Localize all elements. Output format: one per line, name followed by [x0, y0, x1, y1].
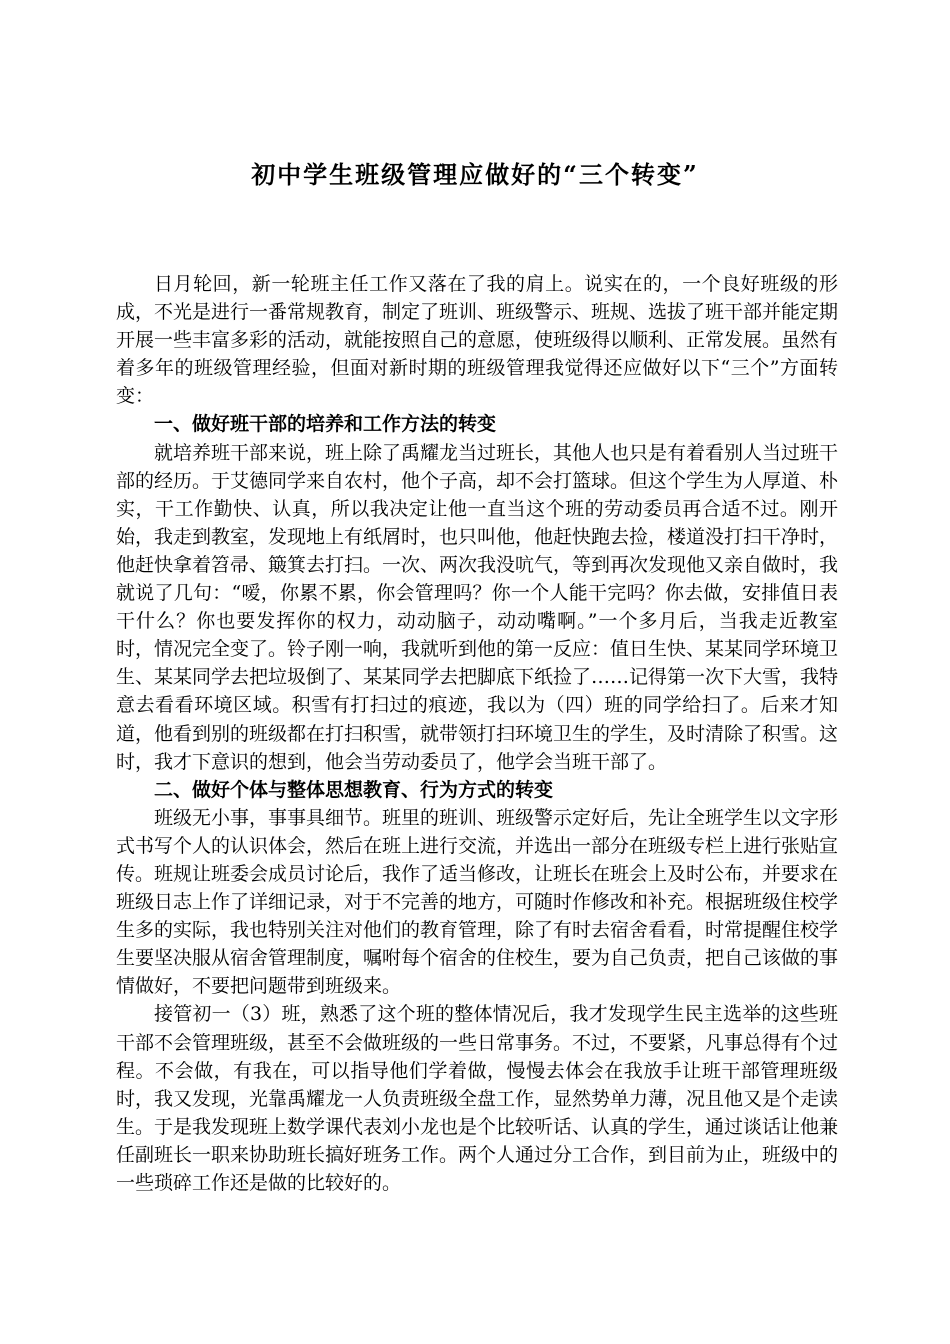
document-body	[116, 270, 838, 1197]
paragraph-intro: 日月轮回，新一轮班主任工作又落在了我的肩上。说实在的，一个良好班级的形成，不光是进行一番常规教育，制定了班训、班级警示、班规、选拔了班干部并能定期开展一些丰富多彩的活动，就能按照自己的意愿，使班级得以顺利、正常发展。虽然有着多年的班级管理经验，但面对新时期的班级管理我觉得还应做好以下“三个”方面转变：	[116, 273, 839, 408]
document-title: 初中学生班级管理应做好的“三个转变”	[251, 160, 699, 189]
paragraph-class-takeover: 接管初一（3）班，熟悉了这个班的整体情况后，我才发现学生民主选举的这些班干部不会管理班级，甚至不会做班级的一些日常事务。不过，不要紧，凡事总得有个过程。不会做，有我在，可以指导他们学着做，慢慢去体会在我放手让班干部管理班级时，我又发现，光靠禹耀龙一人负责班级全盘工作，显然势单力薄，况且他又是个走读生。于是我发现班上数学课代表刘小龙也是个比较听话、认真的学生，通过谈话让他兼任副班长一职来协助班长搞好班务工作。两个人通过分工合作，到目前为止，班级中的一些琐碎工作还是做的比较好的。	[116, 1003, 839, 1194]
section-heading-2: 二、做好个体与整体思想教育、行为方式的转变	[154, 778, 554, 801]
paragraph-class-rules: 班级无小事，事事具细节。班里的班训、班级警示定好后，先让全班学生以文字形式书写个人的认识体会，然后在班上进行交流，并选出一部分在班级专栏上进行张贴宣传。班规让班委会成员讨论后，我作了适当修改，让班长在班会上及时公布，并要求在班级日志上作了详细记录，对于不完善的地方，可随时作修改和补充。根据班级住校学生多的实际，我也特别关注对他们的教育管理，除了有时去宿舍看看，时常提醒住校学生要坚决服从宿舍管理制度，嘱咐每个宿舍的住校生，要为自己负责，把自己该做的事情做好，不要把问题带到班级来。	[116, 806, 839, 998]
paragraph-class-cadre: 就培养班干部来说，班上除了禹耀龙当过班长，其他人也只是有着看别人当过班干部的经历。于艾德同学来自农村，他个子高，却不会打篮球。但这个学生为人厚道、朴实，干工作勤快、认真，所以我决定让他一直当这个班的劳动委员再合适不过。刚开始，我走到教室，发现地上有纸屑时，也只叫他，他赶快跑去捡，楼道没打扫干净时，他赶快拿着笤帚、簸箕去打扫。一次、两次我没吭气，等到再次发现他又亲自做时，我就说了几句：“嗳，你累不累，你会管理吗？你一个人能干完吗？你去做，安排值日表干什么？你也要发挥你的权力，动动脑子，动动嘴啊。”一个多月后，当我走近教室时，情况完全变了。铃子刚一响，我就听到他的第一反应：值日生快、某某同学环境卫生、某某同学去把垃圾倒了、某某同学去把脚底下纸捡了……记得第一次下大雪，我特意去看看环境区域。积雪有打扫过的痕迹，我以为（四）班的同学给扫了。后来才知道，他看到别的班级都在打扫积雪，就带领打扫环境卫生的学生，及时清除了积雪。这时，我才下意识的想到，他会当劳动委员了，他学会当班干部了。	[116, 441, 839, 773]
section-heading-1: 一、做好班干部的培养和工作方法的转变	[154, 413, 497, 436]
